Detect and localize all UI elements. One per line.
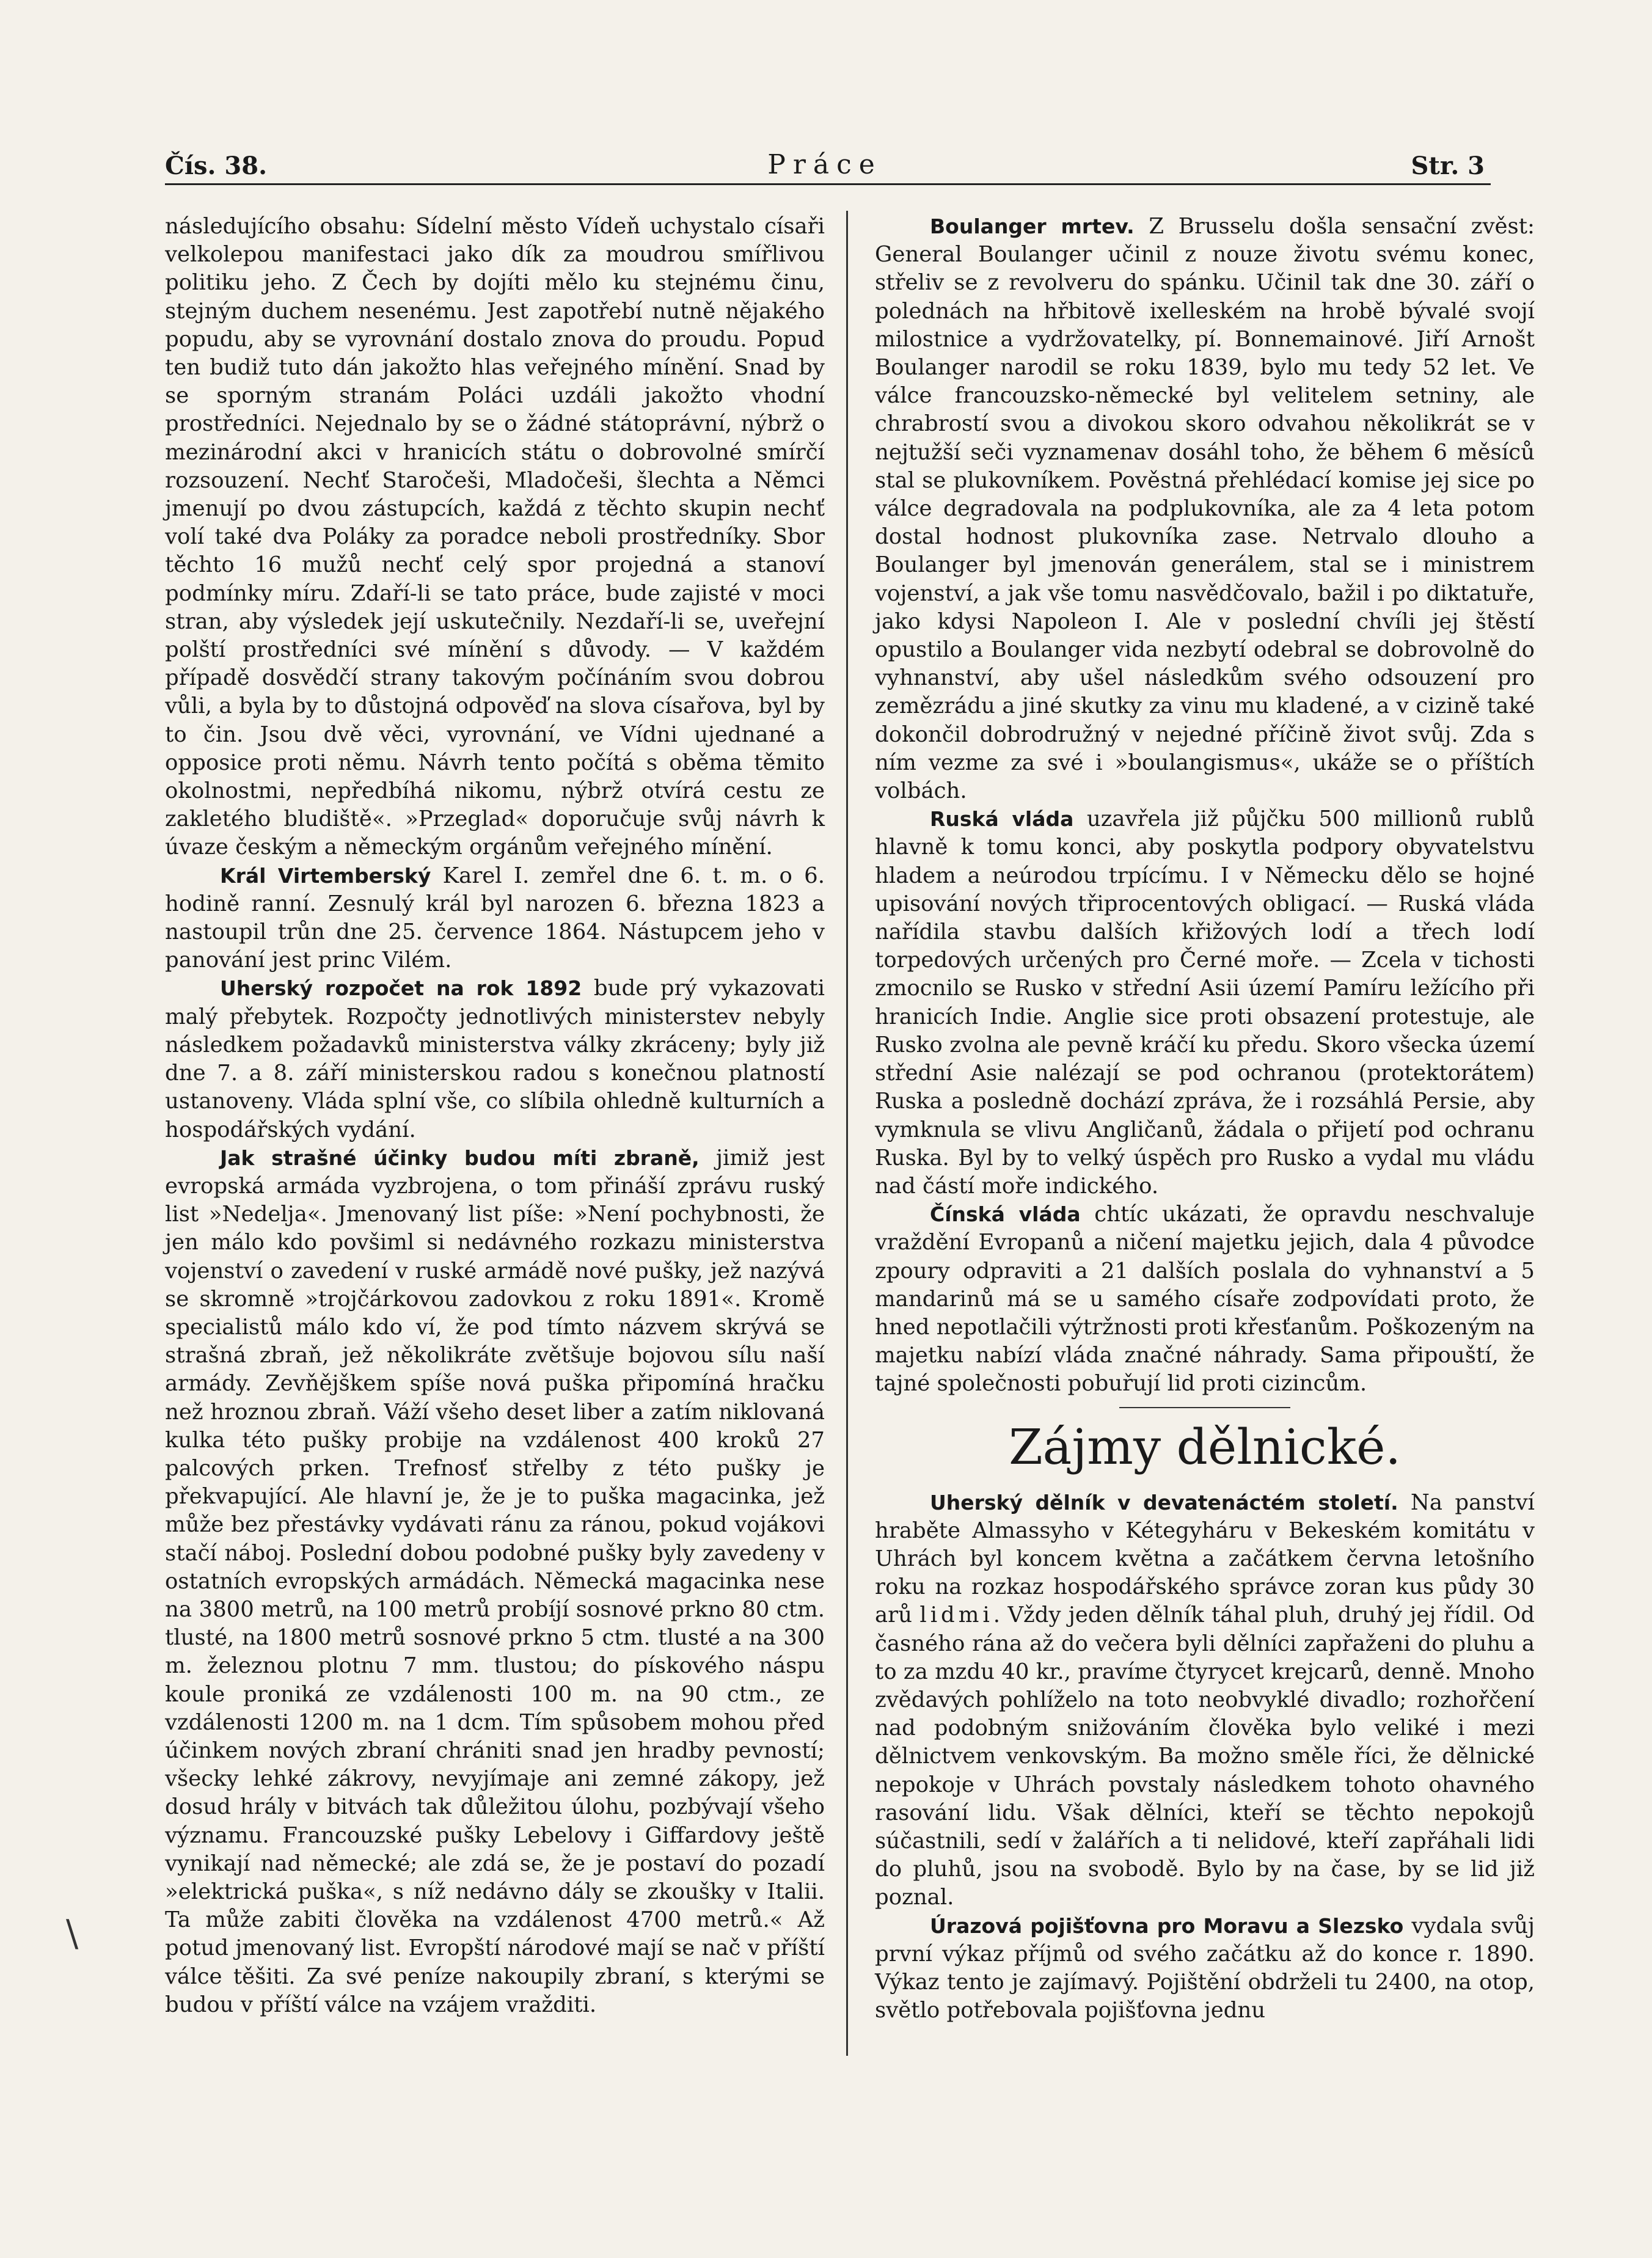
section-divider <box>1119 1407 1290 1408</box>
article-heading: Uherský dělník v devatenáctém století. <box>930 1490 1398 1514</box>
article-king-wurttemberg <box>165 862 825 975</box>
article-heading: Uherský rozpočet na rok 1892 <box>220 976 582 1001</box>
article-continuation: následujícího obsahu: Sídelní město Vídeň uchystalo císaři velkolepou manifestaci jako dík za moudrou smířlivou politiku jeho. Z Čech by dojíti mělo ku stejnému činu, stejným duchem nesenému. Jest zapotřebí nutně nějakého popudu, aby se vyrovnání dostalo znova do proudu. Popud ten budiž tuto dán jakožto hlas veřejného mínění. Snad by se sporným stranám Poláci uzdáli jakožto vhodní prostředníci. Nejednalo by se o žádné státoprávní, nýbrž o mezinárodní akci v hranicích státu o dobrovolné smírčí rozsouzení. Nechť Staročeši, Mladočeši, šlechta a Němci jmenují po dvou zástupcích, každá z těchto skupin nechť volí také dva Poláky za poradce neboli prostředníky. Sbor těchto 16 mužů nechť celý spor projedná a stanoví podmínky míru. Zdaří-li se tato práce, bude zajisté v moci stran, aby výsledek její uskutečnily. Nezdaří-li se, uveřejní polští prostředníci své mínění s důvody. — V každém případě dosvědčí strany takovým počínáním svou dobrou vůli, a byla by to důstojná odpověď na slova císařova, byl by to čin. Jsou dvě věci, vyrovnání, ve Vídni ujednané a opposice proti němu. Návrh tento počítá s oběma těmito okolnostmi, nepředbíhá nikomu, nýbrž otvírá cestu ze zakletého bludiště«. »Przeglad« doporučuje svůj návrh k úvaze českým a německým orgánům veřejného mínění. <box>165 214 825 860</box>
article-body: Karel I. zemřel dne 6. t. m. o 6. hodině ranní. Zesnulý král byl narozen 6. března 1823 a nastoupil trůn dne 25. července 1864. Nástupcem jeho v panování jest princ Vilém. <box>165 863 825 973</box>
article-body: vydala svůj první výkaz příjmů od svého začátku až do konce r. 1890. Výkaz tento je zajímavý. Pojištění obdrželi tu 2400, na otop, světlo potřebovala pojišťovna jednu <box>875 1913 1535 2023</box>
article-heading: Ruská vláda <box>930 807 1074 831</box>
article-heading: Král Virtemberský <box>220 863 431 888</box>
article-body: uzavřela již půjčku 500 millionů rublů hlavně k tomu konci, aby poskytla podpory obyvatelstvu hladem a neúrodou trpícímu. I v Německu dělo se hojné upisování nových třiprocentových obligací. — Ruská vláda nařídila stavbu dalších křižových lodí a třech lodí torpedových určených pro Černé moře. — Zcela v tichosti zmocnilo se Rusko v střední Asii území Pamíru ležícího při hranicích Indie. Anglie sice proti obsazení protestuje, ale Rusko zvolna ale pevně kráčí ku předu. Skoro všecka území střední Asie nalézají se pod ochranou (protektorátem) Ruska a posledně dochází zpráva, že i rozsáhlá Persie, aby vymknula se vlivu Angličanů, žádala o přijetí pod ochranu Ruska. Byl by to velký úspěch pro Rusko a vydal mu vládu nad částí moře indického. <box>875 806 1535 1199</box>
article-body: Na panství hraběte Almassyho v Kétegyháru v Bekeském komitátu v Uhrách byl koncem května a začátkem června letošního roku na rozkaz hospodářského správce zoran kus půdy 30 arů <box>875 1489 1535 1628</box>
article-body: bude prý vykazovati malý přebytek. Rozpočty jednotlivých ministerstev nebyly následkem požadavků ministerstva války zkráceny; byly již dne 7. a 8. září ministerskou radou s konečnou platností ustanoveny. Vláda splní vše, co slíbila ohledně kulturních a hospodářských vydání. <box>165 976 825 1142</box>
right-column <box>875 213 1535 2025</box>
article-accident-insurance <box>875 1912 1535 2025</box>
column-divider <box>846 211 848 2056</box>
article-chinese-government <box>875 1200 1535 1398</box>
header-rule <box>165 183 1491 185</box>
article-weapons <box>165 1144 825 2019</box>
article-body: jimiž jest evropská armáda vyzbrojena, o tom přináší zprávu ruský list »Nedelja«. Jmenovaný list píše: »Není pochybnosti, že jen málo kdo povšiml si nedávného rozkazu ministerstva vojenství o zavedení v ruské armádě nové pušky, jež nazývá se skromně »trojčárkovou zadovkou z roku 1891«. Kromě specialistů málo kdo ví, že pod tímto názvem skrývá se strašná zbraň, jež několikráte zvětšuje bojovou sílu naší armády. Zevňějškem spíše nová puška připomíná hračku než hroznou zbraň. Váží všeho deset liber a zatím niklovaná kulka této pušky probije na vzdálenost 400 kroků 27 palcových prken. Trefnosť střelby z této pušky je překvapující. Ale hlavní je, že je to puška magacinka, jež může bez přestávky vydávati ránu za ránou, pokud vojákovi stačí náboj. Poslední dobou podobné pušky byly zavedeny v ostatních evropských armádách. Německá magacinka nese na 3800 metrů, na 100 metrů probíjí sosnové prkno 80 ctm. tlusté, na 1800 metrů sosnové prkno 5 ctm. tlusté a na 300 m. železnou plotnu 7 mm. tlustou; do pískového náspu koule proniká ze vzdálenosti 100 m. na 90 ctm., ze vzdálenosti 1200 m. na 1 dcm. Tím spůsobem mohou před účinkem nových zbraní chrániti snad jen hradby pevností; všecky lehké zákrovy, nevyjímaje ani zemné zákopy, jež dosud hrály v bitvách tak důležitou úlohu, pozbývají všeho významu. Francouzské pušky Lebelovy i Giffardovy ještě vynikají nad německé; ale zdá se, že je postaví do pozadí »elektrická puška«, s níž nedávno dály se zkoušky v Italii. Ta může zabiti člověka na vzdálenost 4700 metrů.« Až potud jmenovaný list. Evropští národové mají se nač v příští válce těšiti. Za své peníze nakoupily zbraní, s kterými se budou v příští válce na vzájem vražditi. <box>165 1145 825 2017</box>
emphasized-word: lidmi <box>919 1602 993 1628</box>
article-body-cont: . Vždy jeden dělník táhal pluh, druhý jej řídil. Od časného rána až do večera byli dělníci zapřaženi do pluhu a to za mzdu 40 kr., pravíme čtyrycet krejcarů, denně. Mnoho zvědavých pohlíželo na toto neobvyklé divadlo; rozhořčení nad podobným snižováním člověka bylo veliké i mezi dělnictvem venkovským. Ba možno směle říci, že dělnické nepokoje v Uhrách povstaly následkem tohoto ohavného rasování lidu. Však dělníci, kteří se těchto nepokojů súčastnili, sedí v žalářích a ti nelidové, kteří zapřáhali lidi do pluhů, jsou na svobodě. Bylo by na čase, by se lid již poznal. <box>875 1602 1535 1910</box>
margin-mark: \ <box>66 1912 79 1955</box>
article-body: chtíc ukázati, že opravdu neschvaluje vraždění Evropanů a ničení majetku jejich, dala 4 původce zpoury odpraviti a 21 dalších poslala do vyhnanství a 5 mandarinů má se u samého císaře zodpovídati proto, že hned nepotlačili výtržnosti proti křesťanům. Poškozeným na majetku nabízí vláda značné náhrady. Sama připouští, že tajné společnosti pobuřují lid proti cizincům. <box>875 1202 1535 1397</box>
article-hungarian-worker <box>875 1489 1535 1912</box>
article-heading: Úrazová pojišťovna pro Moravu a Slezsko <box>930 1913 1404 1938</box>
article-body: Z Brusselu došla sensační zvěst: General Boulanger učinil z nouze životu svému konec, střeliv se z revolveru do spánku. Učinil tak dne 30. září o polednách na hřbitově ixelleském na hrobě bývalé svojí milostnice a vydržovatelky, pí. Bonnemainové. Jiří Arnošt Boulanger narodil se roku 1839, bylo mu tedy 52 let. Ve válce francouzsko-německé byl velitelem setniny, ale chrabrostí svou a divokou skoro odvahou několikrát se v nejtužší seči vyznamenav dosáhl toho, že během 6 měsíců stal se plukovníkem. Pověstná přehlédací komise jej sice po válce degradovala na podplukovníka, ale za 4 leta potom dostal hodnost plukovníka zase. Netrvalo dlouho a Boulanger byl jmenován generálem, stal se i ministrem vojenství, a jak vše tomu nasvědčovalo, bažil i po diktatuře, jako kdysi Napoleon I. Ale v poslední chvíli jej štěstí opustilo a Boulanger vida nezbytí odebral se dobrovolně do vyhnanství, aby ušel následkům svého odsouzení pro zemězrádu a jiné skutky za vinu mu kladené, a v cizině také dokončil dobrodružný v nejedné příčině život svůj. Zda s ním vezme za své i »boulangismus«, ukáže se o příštích volbách. <box>875 214 1535 804</box>
page-header <box>165 145 1485 182</box>
article-heading: Boulanger mrtev. <box>930 214 1135 238</box>
masthead-title: Práce <box>767 149 882 180</box>
left-column <box>165 213 825 2019</box>
article-russian-government <box>875 805 1535 1200</box>
page-number: Str. 3 <box>1411 152 1485 180</box>
article-heading: Jak strašné účinky budou míti zbraně, <box>220 1145 700 1170</box>
article-hungarian-budget <box>165 974 825 1144</box>
section-title: Zájmy dělnické. <box>1009 1418 1401 1475</box>
article-heading: Čínská vláda <box>930 1202 1081 1227</box>
article-boulanger <box>875 213 1535 805</box>
issue-number: Čís. 38. <box>165 152 267 180</box>
